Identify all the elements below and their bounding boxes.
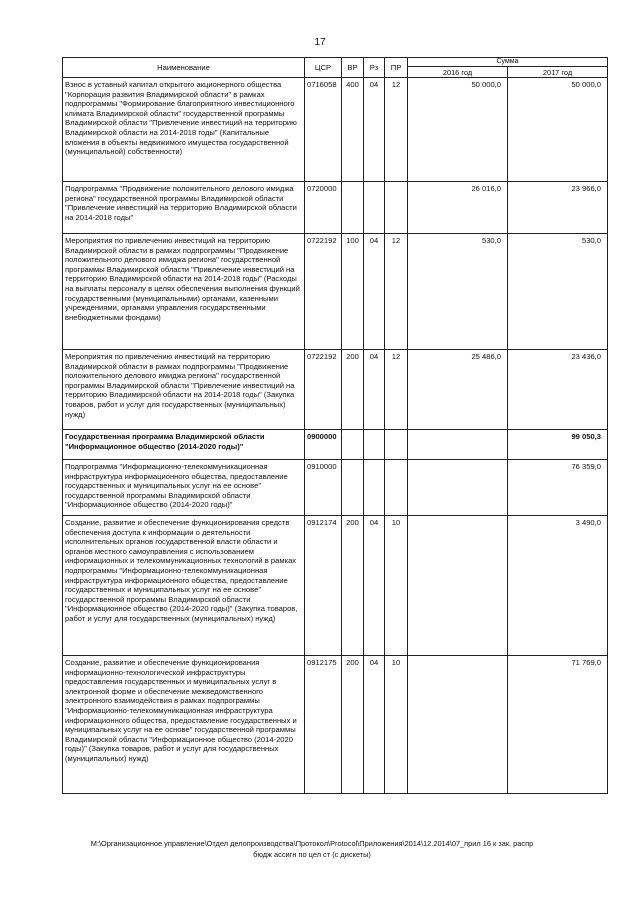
row-vr: [342, 430, 364, 460]
row-pr: 10: [385, 656, 408, 794]
row-name: Государственная программа Владимирской области "Информационное общество (2014-2020 годы)": [63, 430, 305, 460]
footer-path: М:\Организационное управление\Отдел делопроизводства\Протокол\Protocol\Приложения\2014\12.2014\07_прил 16 к зак. распр: [90, 839, 534, 848]
row-amount-2017: 50 000,0: [508, 78, 608, 182]
header-name: Наименование: [63, 58, 305, 78]
page-number: 17: [314, 37, 326, 48]
row-csr: 0912174: [305, 516, 342, 656]
row-rz: [364, 430, 385, 460]
table-row: [63, 430, 608, 460]
header-pr: ПР: [385, 58, 408, 78]
row-vr: 400: [342, 78, 364, 182]
row-rz: 04: [364, 234, 385, 350]
row-amount-2016: 50 000,0: [408, 78, 508, 182]
table-row: [63, 656, 608, 794]
row-csr: 0912175: [305, 656, 342, 794]
budget-table: [62, 57, 608, 794]
row-vr: 100: [342, 234, 364, 350]
table-row: [63, 516, 608, 656]
row-amount-2017: 23 966,0: [508, 182, 608, 234]
row-csr: 0722192: [305, 234, 342, 350]
row-pr: 12: [385, 234, 408, 350]
row-csr: 0716058: [305, 78, 342, 182]
row-rz: 04: [364, 656, 385, 794]
table-row: [63, 234, 608, 350]
row-amount-2016: 25 486,0: [408, 350, 508, 430]
row-amount-2016: [408, 656, 508, 794]
row-pr: 12: [385, 350, 408, 430]
row-amount-2016: [408, 460, 508, 516]
table-header: [63, 58, 608, 78]
row-name: Создание, развитие и обеспечение функционирования информационно-технологической инфраструктуры предоставления государственных и муниципальных услуг в электронной форме и обеспечение межведомственного электронного взаимодействия в рамках подпрограммы "Информационно-телекоммуникационная инфраструктура информационного общества, предоставление государственных и муниципальных услуг на ее основе" государственной программы Владимирской области "Информационное общество (2014-2020 годы)" (Закупка товаров, работ и услуг для государственных (муниципальных) нужд): [63, 656, 305, 794]
row-amount-2016: 530,0: [408, 234, 508, 350]
row-pr: [385, 430, 408, 460]
header-csr: ЦСР: [305, 58, 342, 78]
row-amount-2016: 26 016,0: [408, 182, 508, 234]
row-name: Мероприятия по привлечению инвестиций на территорию Владимирской области в рамках подпрограммы "Продвижение положительного делового имиджа региона" государственной программы Владимирской области "Привлечение инвестиций на территорию Владимирской области на 2014-2018 годы" (Закупка товаров, работ и услуг для государственных (муниципальных) нужд): [63, 350, 305, 430]
header-2017: 2017 год: [508, 67, 608, 78]
row-rz: [364, 182, 385, 234]
header-sum: Сумма: [408, 58, 608, 67]
row-vr: [342, 182, 364, 234]
row-vr: [342, 460, 364, 516]
table-row: [63, 350, 608, 430]
row-name: Взнос в уставный капитал открытого акционерного общества "Корпорация развития Владимирской области" в рамках подпрограммы "Формирование благоприятного инвестиционного климата Владимирской области" государственной программы Владимирской области "Привлечение инвестиций на территорию Владимирской области на 2014-2018 годы" (Капитальные вложения в объекты недвижимого имущества государственной (муниципальной) собственности): [63, 78, 305, 182]
row-vr: 200: [342, 656, 364, 794]
row-pr: 12: [385, 78, 408, 182]
row-amount-2017: 23 436,0: [508, 350, 608, 430]
table-row: [63, 460, 608, 516]
row-amount-2017: 3 490,0: [508, 516, 608, 656]
footer: [62, 838, 562, 860]
row-amount-2016: [408, 516, 508, 656]
table-row: [63, 78, 608, 182]
row-vr: 200: [342, 350, 364, 430]
row-csr: 0910000: [305, 460, 342, 516]
table-body: [63, 78, 608, 794]
row-rz: [364, 460, 385, 516]
header-rz: Рз: [364, 58, 385, 78]
row-rz: 04: [364, 78, 385, 182]
row-rz: 04: [364, 516, 385, 656]
row-amount-2017: 99 050,3: [508, 430, 608, 460]
footer-path-cont: бюдж ассигн по цел ст (с дискеты): [253, 850, 371, 859]
row-csr: 0720000: [305, 182, 342, 234]
row-name: Подпрограмма "Информационно-телекоммуникационная инфраструктура информационного общества, предоставление государственных и муниципальных услуг на ее основе" государственной программы Владимирской области "Информационное общество (2014-2020 годы)": [63, 460, 305, 516]
row-amount-2016: [408, 430, 508, 460]
row-vr: 200: [342, 516, 364, 656]
row-csr: 0900000: [305, 430, 342, 460]
header-2016: 2016 год: [408, 67, 508, 78]
row-rz: 04: [364, 350, 385, 430]
row-pr: [385, 460, 408, 516]
row-pr: [385, 182, 408, 234]
row-name: Создание, развитие и обеспечение функционирования средств обеспечения доступа к информации о деятельности исполнительных органов государственной власти области и органов местного самоуправления с использованием информационных и телекоммуникационных технологий в рамках подпрограммы "Информационно-телекоммуникационная инфраструктура информационного общества, предоставление государственных и муниципальных услуг на ее основе" государственной программы Владимирской области "Информационное общество (2014-2020 годы)" (Закупка товаров, работ и услуг для государственных (муниципальных) нужд): [63, 516, 305, 656]
row-amount-2017: 71 769,0: [508, 656, 608, 794]
row-name: Подпрограмма "Продвижение положительного делового имиджа региона" государственной программы Владимирской области "Привлечение инвестиций на территорию Владимирской области на 2014-2018 годы": [63, 182, 305, 234]
row-pr: 10: [385, 516, 408, 656]
row-amount-2017: 530,0: [508, 234, 608, 350]
table-row: [63, 182, 608, 234]
row-csr: 0722192: [305, 350, 342, 430]
header-vr: ВР: [342, 58, 364, 78]
row-amount-2017: 76 359,0: [508, 460, 608, 516]
row-name: Мероприятия по привлечению инвестиций на территорию Владимирской области в рамках подпрограммы "Продвижение положительного делового имиджа региона" государственной программы Владимирской области "Привлечение инвестиций на территорию Владимирской области на 2014-2018 годы" (Расходы на выплаты персоналу в целях обеспечения выполнения функций государственными (муниципальными) органами, казенными учреждениями, органами управления государственными внебюджетными фондами): [63, 234, 305, 350]
